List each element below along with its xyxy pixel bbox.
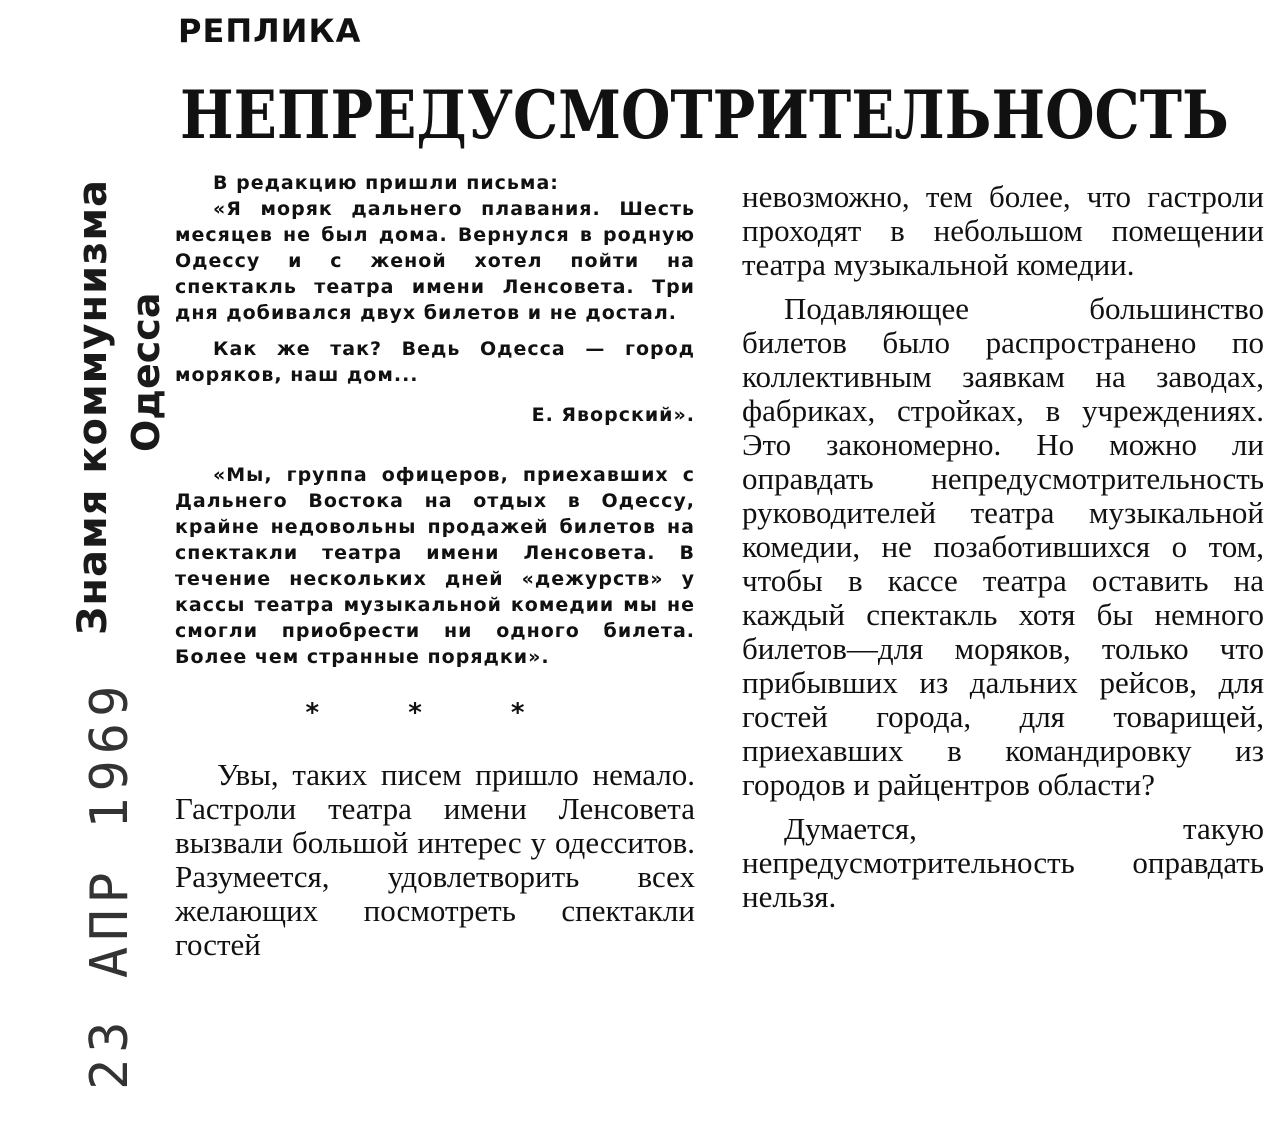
section-separator: * * * — [305, 698, 565, 728]
body-paragraph-two: Подавляющее большинство билетов было распространено по коллективным заявкам на заводах, фабриках, стройках, в учреждениях. Это закономерно. Но можно ли оправдать непредусмотрительность руководителей театра музыкальной комедии, не позаботившихся о том, чтобы в кассе театра оставить на каждый спектакль хотя бы немного билетов—для моряков, только что прибывших из дальних рейсов, для гостей города, для товарищей, приехавших в командировку из городов и райцентров области? — [742, 291, 1264, 802]
letter-two: «Мы, группа офицеров, приехавших с Дальнего Востока на отдых в Одессу, крайне недовольны продажей билетов на спектакли театра имени Ленсовета. В течение нескольких дней «дежурств» у кассы театра музыкальной комедии мы не смогли приобрести ни одного билета. Более чем странные порядки». — [175, 464, 695, 668]
right-column — [742, 180, 1264, 914]
letter-signature: Е. Яворский». — [531, 404, 695, 426]
stamp-city: Одесса — [124, 292, 168, 452]
archive-stamp — [18, 60, 168, 1090]
letter-one: «Я моряк дальнего плавания. Шесть месяцев не был дома. Вернулся в родную Одессу и с женой хотел пойти на спектакль театра имени Ленсовета. Три дня добивался двух билетов и не достал. — [175, 198, 695, 324]
body-paragraph-one-continued: невозможно, тем более, что гастроли проходят в небольшом помещении театра музыкальной комедии. — [742, 179, 1264, 282]
article-headline: НЕПРЕДУСМОТРИТЕЛЬНОСТЬ — [180, 76, 1229, 154]
stamp-date: 23 АПР 1969 — [80, 679, 140, 1090]
stamp-newspaper-name: Знамя коммунизма — [70, 178, 116, 635]
letter-one-continued: Как же так? Ведь Одесса — город моряков, наш дом... — [175, 338, 695, 386]
rubric-label: РЕПЛИКА — [178, 12, 362, 50]
body-paragraph-three: Думается, такую непредусмотрительность оправдать нельзя. — [742, 811, 1264, 914]
left-column — [175, 170, 695, 962]
letters-intro: В редакцию пришли письма: — [213, 172, 559, 194]
body-paragraph-one: Увы, таких писем пришло немало. Гастроли театра имени Ленсовета вызвали большой интерес у одесситов. Разумеется, удовлетворить всех желающих посмотреть спектакли гостей — [175, 757, 695, 962]
